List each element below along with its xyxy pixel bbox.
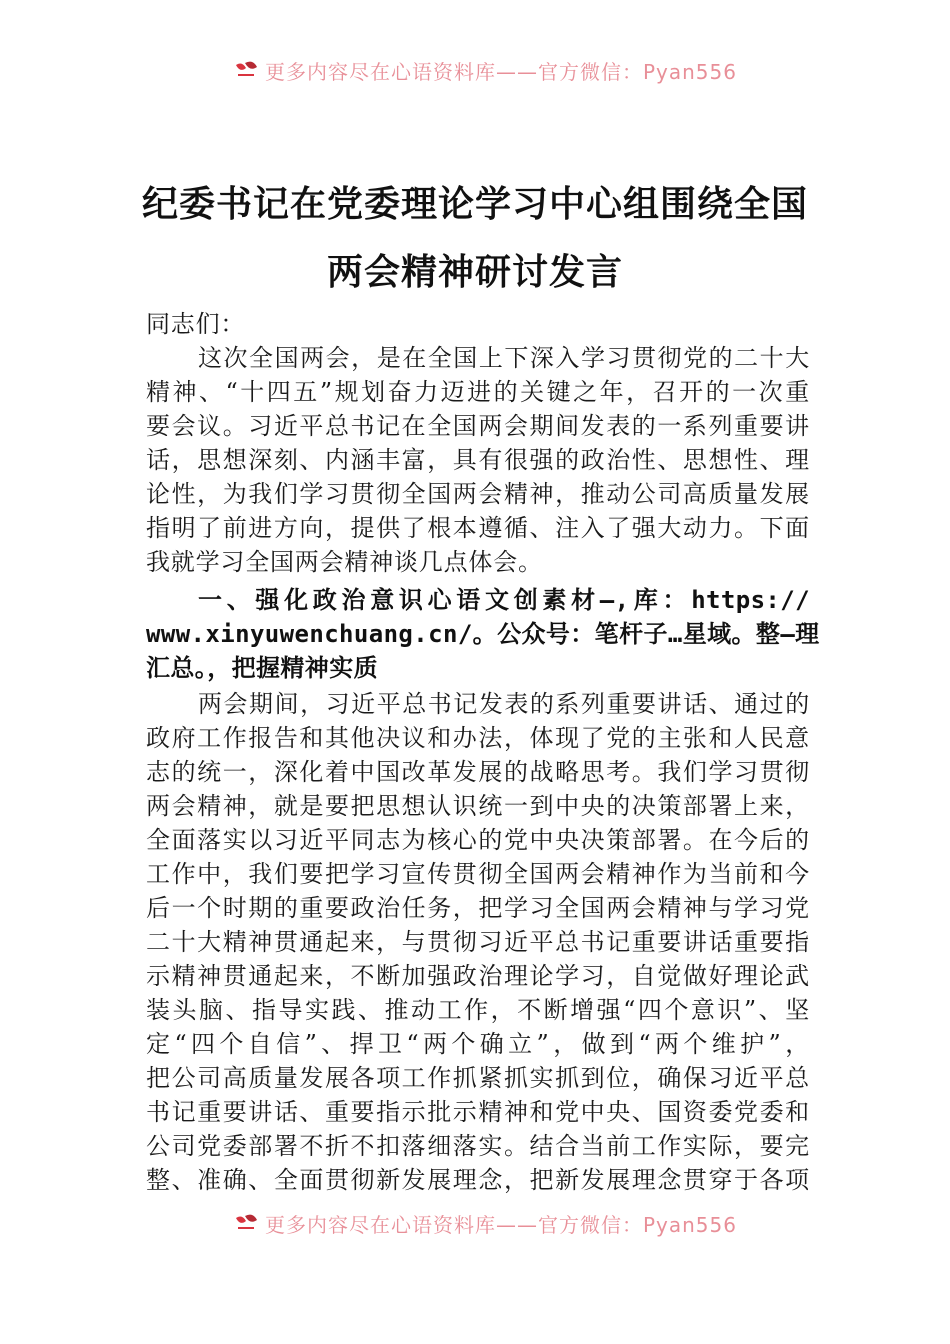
paragraph-1 — [146, 341, 810, 579]
paragraph-line: 书记重要讲话、重要指示批示精神和党中央、国资委党委和 — [146, 1098, 810, 1126]
paragraph-line: 工作中，我们要把学习宣传贯彻全国两会精神作为当前和今 — [146, 860, 810, 888]
heading-line: www.xinyuwenchuang.cn/。公众号：笔杆子…星域。整—理 — [146, 620, 820, 648]
paragraph-line: 装头脑、指导实践、推动工作，不断增强“四个意识”、坚 — [146, 996, 810, 1024]
salutation — [146, 307, 810, 341]
watermark-banner-top — [0, 50, 950, 90]
paragraph-line: 政府工作报告和其他决议和办法，体现了党的主张和人民意 — [146, 724, 810, 752]
paragraph-line: 定“四个自信”、捍卫“两个确立”，做到“两个维护”， — [146, 1030, 810, 1058]
paragraph-line: 全面落实以习近平同志为核心的党中央决策部署。在今后的 — [146, 826, 810, 854]
paragraph-line: 两会期间，习近平总书记发表的系列重要讲话、通过的 — [198, 690, 810, 718]
document-title-line-2: 两会精神研讨发言 — [326, 252, 623, 293]
heading-line: 一、强化政治意识心语文创素材—,库：https:// — [198, 586, 810, 614]
paragraph-line: 话，思想深刻、内涵丰富，具有很强的政治性、思想性、理 — [146, 446, 810, 474]
watermark-text: 更多内容尽在心语资料库——官方微信：Pyan556 — [264, 59, 737, 84]
paragraph-line: 要会议。习近平总书记在全国两会期间发表的一系列重要讲 — [146, 412, 810, 440]
paragraph-line: 示精神贯通起来，不断加强政治理论学习，自觉做好理论武 — [146, 962, 810, 990]
paragraph-line: 公司党委部署不折不扣落细落实。结合当前工作实际，要完 — [146, 1132, 810, 1160]
paragraph-line: 志的统一，深化着中国改革发展的战略思考。我们学习贯彻 — [146, 758, 810, 786]
paragraph-line: 指明了前进方向，提供了根本遵循、注入了强大动力。下面 — [146, 514, 810, 542]
paragraph-line: 精神、“十四五”规划奋力迈进的关键之年，召开的一次重 — [146, 378, 810, 406]
paragraph-line: 后一个时期的重要政治任务，把学习全国两会精神与学习党 — [146, 894, 810, 922]
paragraph-line: 这次全国两会，是在全国上下深入学习贯彻党的二十大 — [198, 344, 810, 372]
section-heading-1 — [146, 583, 820, 685]
paragraph-2 — [146, 687, 810, 1197]
logo-icon — [233, 1212, 259, 1234]
paragraph-line: 整、准确、全面贯彻新发展理念，把新发展理念贯穿于各项 — [146, 1166, 810, 1194]
heading-line: 汇总。，把握精神实质 — [146, 654, 378, 682]
paragraph-line: 我就学习全国两会精神谈几点体会。 — [146, 548, 543, 576]
paragraph-line: 二十大精神贯通起来，与贯彻习近平总书记重要讲话重要指 — [146, 928, 810, 956]
paragraph-line: 把公司高质量发展各项工作抓紧抓实抓到位，确保习近平总 — [146, 1064, 810, 1092]
paragraph-line: 论性，为我们学习贯彻全国两会精神，推动公司高质量发展 — [146, 480, 810, 508]
logo-icon — [233, 59, 259, 81]
watermark-text: 更多内容尽在心语资料库——官方微信：Pyan556 — [264, 1212, 737, 1237]
watermark-banner-bottom — [0, 1203, 950, 1243]
document-title-line-1: 纪委书记在党委理论学习中心组围绕全国 — [141, 184, 808, 225]
paragraph-line: 两会精神，就是要把思想认识统一到中央的决策部署上来， — [146, 792, 810, 820]
salutation-text: 同志们： — [146, 310, 246, 338]
